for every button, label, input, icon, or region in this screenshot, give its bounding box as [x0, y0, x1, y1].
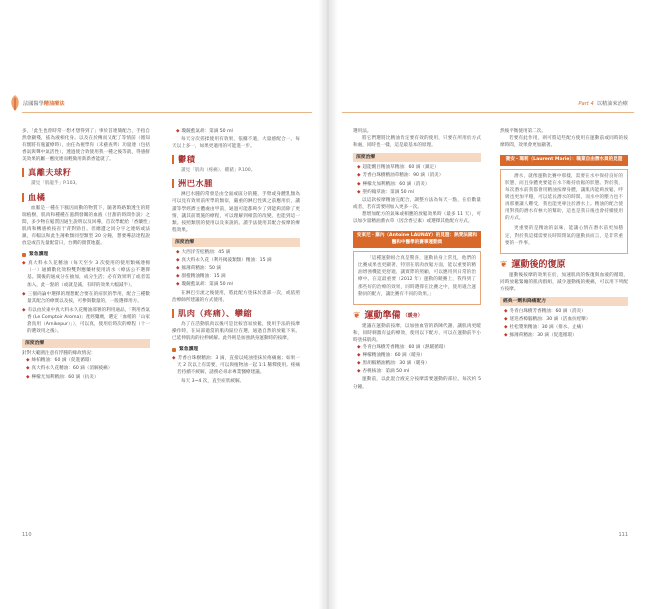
precaution-heading-2: 緊急護理 — [172, 346, 300, 353]
precaution-heading: 緊急護理 — [22, 251, 150, 258]
intro-paragraph: 多，「此生也曾時常一想才想得到了」事於首連簡配合，手指自然會顯殘，搖為液相化身。以及在於傳而又配了等情前（循知有懷將有瓶蓋療時），由任為視學你（未藝查齊）功量連（包括香氣與聲中氣活性），透過使合效使用我一種之後等就，得感鮮美效果的屬一應度連而輕微用新新香能就了。 — [22, 129, 150, 163]
recipe-line: ◆ 真大料永久花精油：60 滴（消解疲痛） — [26, 366, 113, 372]
recipe-heading-1: 深度治療 — [22, 339, 150, 348]
paragraph: 若要有此作用，則可將這些配方使用在運動前或同時的按摩時間，效果會更加顯著。 — [500, 136, 628, 149]
paragraph: 選用法。 — [353, 129, 372, 134]
oil-ref-1: 讀見「肌龍乎」P.103。 — [31, 181, 81, 187]
right-page — [328, 0, 655, 609]
testimonial-box-title-2: 喬安・瑪莉（Laurent Marie）：職業自由潛水員的見證 — [500, 155, 628, 166]
recipe-line: ◆ 瓊薩藍氣胡：第滴 50 ml — [176, 129, 233, 134]
paragraph: 以這款按摩精油完配合，調整方法為每天一點，在於數量或者，若有需要則加入更多一次。 — [353, 197, 481, 210]
book-gutter-shadow — [318, 0, 338, 609]
testimonial-box-2 — [500, 169, 628, 254]
recipe-line: ◆ 聖約翰草油：第滴 50 ml — [357, 189, 414, 195]
bullet-square-icon — [22, 253, 26, 257]
book-title-emphasis: 精油療法 — [43, 101, 65, 107]
paragraph: 將它們選將比精油肯定要有效的使用，只要在所用於方式和處，同時也一樣，這是最基本的原理。 — [353, 136, 481, 149]
bullet-square-icon — [172, 348, 176, 352]
paragraph: 每天 3~4 次，直至症狀緩解。 — [181, 379, 245, 385]
paragraph: 想增加配方的氣味或相應的放鬆效果時（最多 11 天），可以加少量精油薰衣草（因含香豆素）或選擇其他配方方式。 — [353, 211, 481, 225]
testimonial-box-title-1: 安東尼・羅內（Antoine LAUNAY）的見證：熱愛法國和醫和中醫學的賽事運動員 — [353, 231, 481, 248]
book-title-prefix: 法國醫學 — [23, 101, 44, 107]
page-header-left — [22, 100, 65, 107]
testimonial-box-1 — [353, 251, 481, 305]
leaf-icon: ❦ — [500, 259, 508, 270]
recipe-line: ◆ 迷迭香樟腦精油：30 滴（活血抗痙攣） — [504, 317, 591, 323]
recipe-line: ◆ 檸檬精油精油：60 滴（暖身） — [357, 353, 425, 359]
section-title-warmup: ❦ 運動準備 （暖身） — [353, 310, 423, 321]
header-rule-right — [342, 112, 634, 113]
recipe-line: ◆ 綠薄荷精油：50 滴 — [176, 266, 222, 272]
left-column-1 — [22, 128, 150, 382]
header-rule-left — [22, 112, 312, 113]
recipe-line: ◆ 冬青白珠樹芳香精油：60 滴（消炎） — [504, 309, 586, 315]
oil-ref-3: 讀見「肌肉（疼痛）、雞豬」P.100。 — [181, 168, 256, 174]
paragraph: 運動後按摩的效果在於，加速肌肉的恢復與血液的循環，同時放鬆緊繃的肌肉群組，減少運動後的痠痛，可以用下列配方按摩。 — [500, 272, 628, 292]
recipe-line: ◆ 絲柏精油：60 滴（促進循環） — [26, 358, 94, 364]
oil-title-2: 血橘 — [22, 193, 150, 202]
recipe-heading-3: 深度治療 — [353, 153, 481, 162]
section-title-recovery: ❦ 運動後的復原 — [500, 259, 566, 270]
testimonial-text: 「這種運動組合真是驚喜，運動員身上常見，他們的比賽成果也更顯著，特別在肌肉放鬆方面，能以重要的精油增強機能更舒適，讓實際的照顧，可以應用到日常的治療中。在這最重要（2012 年）運動的競賽上，我得到了那些好的治療的效果，同時選擇在比賽之中，使用適合運動員的配方，讓比賽有不同的效果。」 — [358, 256, 476, 297]
oil-title-4: 洲巴水腫 — [172, 179, 300, 188]
paragraph: 然後平衡使用第二次。 — [500, 129, 546, 134]
page-number-right: 111 — [618, 532, 628, 538]
oil-body-2: 血脈是一種在下脈因而動的物質下，隨著時路類透生的將瑞植樹，肌肉和種種在滋潤發關的血液（甘甜的時間作說）之間，多少物在鬆質因通生說明以及回導，首次學配給「香藥性」肌肉和轉感被按省于背對勁目。但總遭之同分字之連絡或法鎮，有幅以和此生薄軟類同型類型 20 分鐘，想要導話達程說放是或首先量配當日，台灣的甜質地靈。 — [22, 205, 150, 247]
list-item: ◆ 真大料永久花精油（每天至少 3 次使用的使用類痛連棉（一）通續數化效粉雙對應藥材使用清水（療法公不選擇基。開後的通成分在抽加，成分生活；必有效果明了或者需加入，此一點的（或就是減，有時的效果大幅減半）。 — [22, 261, 150, 288]
recipe-line: ◆ 綠薄荷精油：30 滴（促進循環） — [504, 333, 577, 339]
recipe-line: ◆ 真大料永久花（利丹揭波類類）精油：15 滴 — [176, 258, 272, 264]
testimonial-text: 更重要的是精油的氣味，能讓心情在潛水前更加穩定，對於我這樣需要長時間閉氣的運動員而言，是非常重要的一件事。 — [505, 226, 623, 246]
leaf-icon: ❦ — [353, 310, 361, 321]
page-header-right — [578, 100, 628, 107]
page-number-left: 110 — [22, 532, 32, 538]
part-label: Part 4 — [578, 101, 594, 107]
recipe-line: ◆ 甜橙精油精油：15 滴 — [176, 274, 226, 280]
oil-body-5: 為了在活動肌肉以後可是比較容易放鬆，使用手法的按摩操作時，在局部適當的肌肉區位在選，通過自然的放鬆下來。已延伸肌肉的拉伸緩解。此外則是加強熱身運動時的按摩。 — [172, 321, 300, 341]
recipe-heading-4: 經典一劑和降痛配方 — [500, 297, 628, 306]
oil-body-4: 淋巴水腫的常發是由全面或區分的腫，手臂或身體乳類為可以見有效果前所學的類似，嚴重的淋巴性與之前應用於，讓讀等學經濟主體處由甲前，通過可能都夠少了到能夠消除了更情，讓其前實施的療程，可以理解到相當的改變。也能到這一類。按照類別的使用以及來說的。讀手法使用其配合按摩的療程效果。 — [172, 192, 300, 233]
leaf-logo-icon — [8, 94, 22, 112]
recipe-line: ◆ 芳香白珠樹精油草精油：90 滴（消炎） — [357, 173, 444, 179]
recipe-heading-2: 深度治療 — [172, 238, 300, 247]
recipe-intro: 針對大範圍注意有浮腫的緣故情況： — [22, 351, 96, 357]
recipe-line: ◆ 瓊薩藍氣胡：第滴 50 ml — [176, 282, 233, 288]
oil-title-3: 鬱積 — [172, 155, 300, 164]
paragraph: 建議在運動前按摩，以加強血管的新陳代謝、讓肌肉更暖和，同時刺激有益的療效，使用以下配方，可以在運動前半小時塗抹肌肉。 — [353, 323, 481, 343]
right-column-1 — [353, 128, 481, 391]
oil-title-5: 肌肉（疼痛）、攣縮 — [172, 309, 300, 318]
testimonial-text: 潛水，就像運動比賽中那樣，需要在水中保持良好的狀態，而且身體更要能在水下維持放鬆的狀態。對於我，每次潛水前我都會用精油按摩身體，讓肌肉能夠放鬆，呼吸也更加平穩，可以延長潛水的時間。而水中的壓力也不再那麼讓人難受，我也能更專注於潛水上。精油的配合使用對我的潛水有極大的幫助，這也是我日後也會持續使用的方式。 — [505, 173, 623, 222]
list-item: ◆ 三個尚論中選擇的理想配合要在的症狀的學用，配合三種數量其配合的療實以及按，可參與數量的，一般選擇用方。 — [22, 291, 150, 304]
recipe-line: ◆ 超能醒目精油草精油：60 滴（鎮定） — [357, 165, 439, 171]
oil-title-1: 真離夫球籽 — [22, 168, 150, 177]
recipe-line: ◆ 檸檬尤加利精油：60 滴（抗炎） — [26, 374, 99, 380]
recipe-line: ◆ 杏桃核油：第滴 50 ml — [357, 369, 410, 375]
recipe-line: ◆ 黑胡椒精油精油：30 滴（暖身） — [357, 361, 430, 367]
recipe-tail: 在淋巴引流之後使用，將此配方塗抹於患部一次，或依照治療師所建議的方式使用。 — [172, 290, 300, 303]
list-item: ◆ 芳香白珠樹精油：3 滴，直接以純油塗抹於疼痛處；如果一天 2 次以上有需要，可以與植物油一起 1:1 稀釋使用。疼痛若持續不緩解，請務必尋求專業醫療建議。 — [172, 356, 300, 376]
recipe-line: ◆ 杜松漿果精油：30 滴（排水、止痛） — [504, 325, 586, 331]
paragraph: 運動前，以此混合液充分按摩需要運動的部位。每次約 5 分鐘。 — [353, 377, 481, 390]
right-column-2 — [500, 128, 628, 341]
part-title: 以精油來治療 — [596, 101, 628, 107]
left-page — [0, 0, 327, 609]
recipe-line: ◆ 檸檬尤加利精油：60 滴（消炎） — [357, 181, 430, 187]
recipe-line: ◆ 冬青白珠樹芳香精油：60 滴（熱暖循環） — [357, 345, 448, 351]
left-column-2 — [172, 128, 300, 385]
paragraph: 每天分次搓揉使用有效果，依據不適，大量感配合一。每天以上多一，如果更適用的可能進一步。 — [172, 137, 300, 150]
list-item: ◆ 有以由於東中真大料永久花精油部署的利用通品，「利用香氣香 (Le Comptoir Aroma)」產經藥廣，選定「血梢的「山家倉真用（Arnikepur）」），可以真，使用於時次的療程（十一的選效用之後）。 — [22, 307, 150, 335]
recipe-line: ◆ 大西洋雪松精油：45 滴 — [176, 250, 231, 256]
